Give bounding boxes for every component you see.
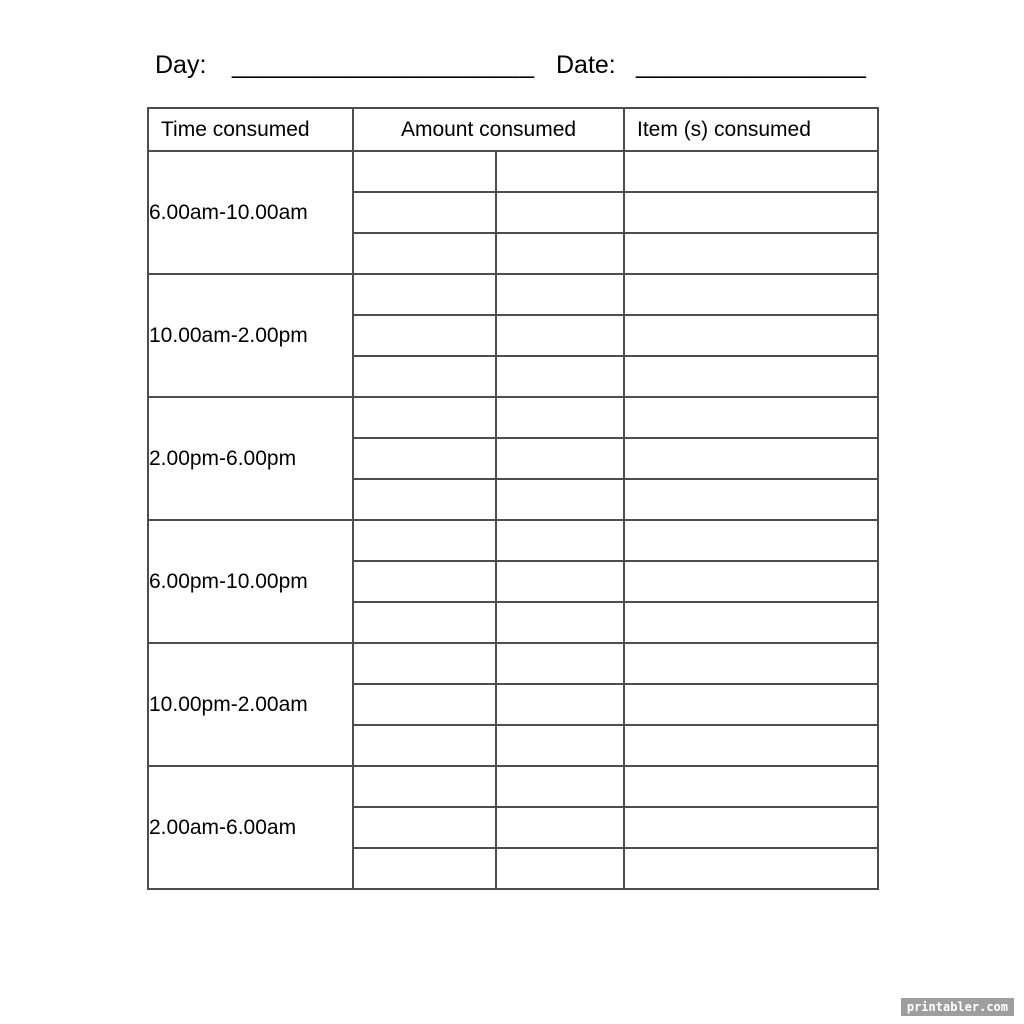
- amount-cell-2: [496, 725, 624, 766]
- item-cell: [624, 684, 878, 725]
- header-time-consumed: Time consumed: [148, 108, 353, 151]
- amount-cell-1: [353, 438, 496, 479]
- time-block-label: 10.00pm-2.00am: [148, 643, 353, 766]
- day-date-line: [0, 48, 1024, 88]
- date-blank-line: ________________: [636, 51, 867, 79]
- header-item-consumed: Item (s) consumed: [624, 108, 878, 151]
- item-cell: [624, 315, 878, 356]
- item-cell: [624, 479, 878, 520]
- day-blank-line: _____________________: [232, 51, 535, 79]
- amount-cell-1: [353, 643, 496, 684]
- time-block-label: 6.00pm-10.00pm: [148, 520, 353, 643]
- amount-cell-1: [353, 192, 496, 233]
- item-cell: [624, 725, 878, 766]
- table-row: [148, 397, 878, 438]
- amount-cell-1: [353, 766, 496, 807]
- amount-cell-1: [353, 684, 496, 725]
- item-cell: [624, 643, 878, 684]
- table-header-row: [148, 108, 878, 151]
- amount-cell-2: [496, 233, 624, 274]
- amount-cell-2: [496, 766, 624, 807]
- amount-cell-1: [353, 520, 496, 561]
- time-block-label: 2.00am-6.00am: [148, 766, 353, 889]
- amount-cell-2: [496, 192, 624, 233]
- food-log-body: [148, 151, 878, 889]
- amount-cell-2: [496, 643, 624, 684]
- amount-cell-1: [353, 602, 496, 643]
- time-block-label: 10.00am-2.00pm: [148, 274, 353, 397]
- date-label: Date:: [556, 51, 616, 79]
- amount-cell-1: [353, 356, 496, 397]
- amount-cell-1: [353, 233, 496, 274]
- table-row: [148, 643, 878, 684]
- item-cell: [624, 561, 878, 602]
- item-cell: [624, 151, 878, 192]
- table-row: [148, 520, 878, 561]
- amount-cell-2: [496, 356, 624, 397]
- table-row: [148, 274, 878, 315]
- time-block-label: 6.00am-10.00am: [148, 151, 353, 274]
- table-row: [148, 151, 878, 192]
- amount-cell-1: [353, 397, 496, 438]
- item-cell: [624, 438, 878, 479]
- amount-cell-2: [496, 315, 624, 356]
- amount-cell-2: [496, 397, 624, 438]
- food-log-table: [147, 107, 879, 890]
- amount-cell-2: [496, 602, 624, 643]
- item-cell: [624, 807, 878, 848]
- amount-cell-1: [353, 479, 496, 520]
- amount-cell-2: [496, 684, 624, 725]
- amount-cell-1: [353, 561, 496, 602]
- amount-cell-2: [496, 438, 624, 479]
- item-cell: [624, 848, 878, 889]
- amount-cell-2: [496, 807, 624, 848]
- watermark-badge: printabler.com: [901, 998, 1014, 1016]
- amount-cell-2: [496, 520, 624, 561]
- item-cell: [624, 766, 878, 807]
- item-cell: [624, 520, 878, 561]
- amount-cell-1: [353, 725, 496, 766]
- header-amount-consumed: Amount consumed: [353, 108, 624, 151]
- item-cell: [624, 356, 878, 397]
- amount-cell-2: [496, 479, 624, 520]
- item-cell: [624, 233, 878, 274]
- amount-cell-1: [353, 807, 496, 848]
- amount-cell-1: [353, 274, 496, 315]
- item-cell: [624, 397, 878, 438]
- amount-cell-2: [496, 151, 624, 192]
- day-label: Day:: [155, 51, 207, 79]
- time-block-label: 2.00pm-6.00pm: [148, 397, 353, 520]
- table-row: [148, 766, 878, 807]
- item-cell: [624, 274, 878, 315]
- item-cell: [624, 602, 878, 643]
- amount-cell-1: [353, 848, 496, 889]
- item-cell: [624, 192, 878, 233]
- amount-cell-1: [353, 315, 496, 356]
- amount-cell-2: [496, 848, 624, 889]
- amount-cell-1: [353, 151, 496, 192]
- amount-cell-2: [496, 561, 624, 602]
- amount-cell-2: [496, 274, 624, 315]
